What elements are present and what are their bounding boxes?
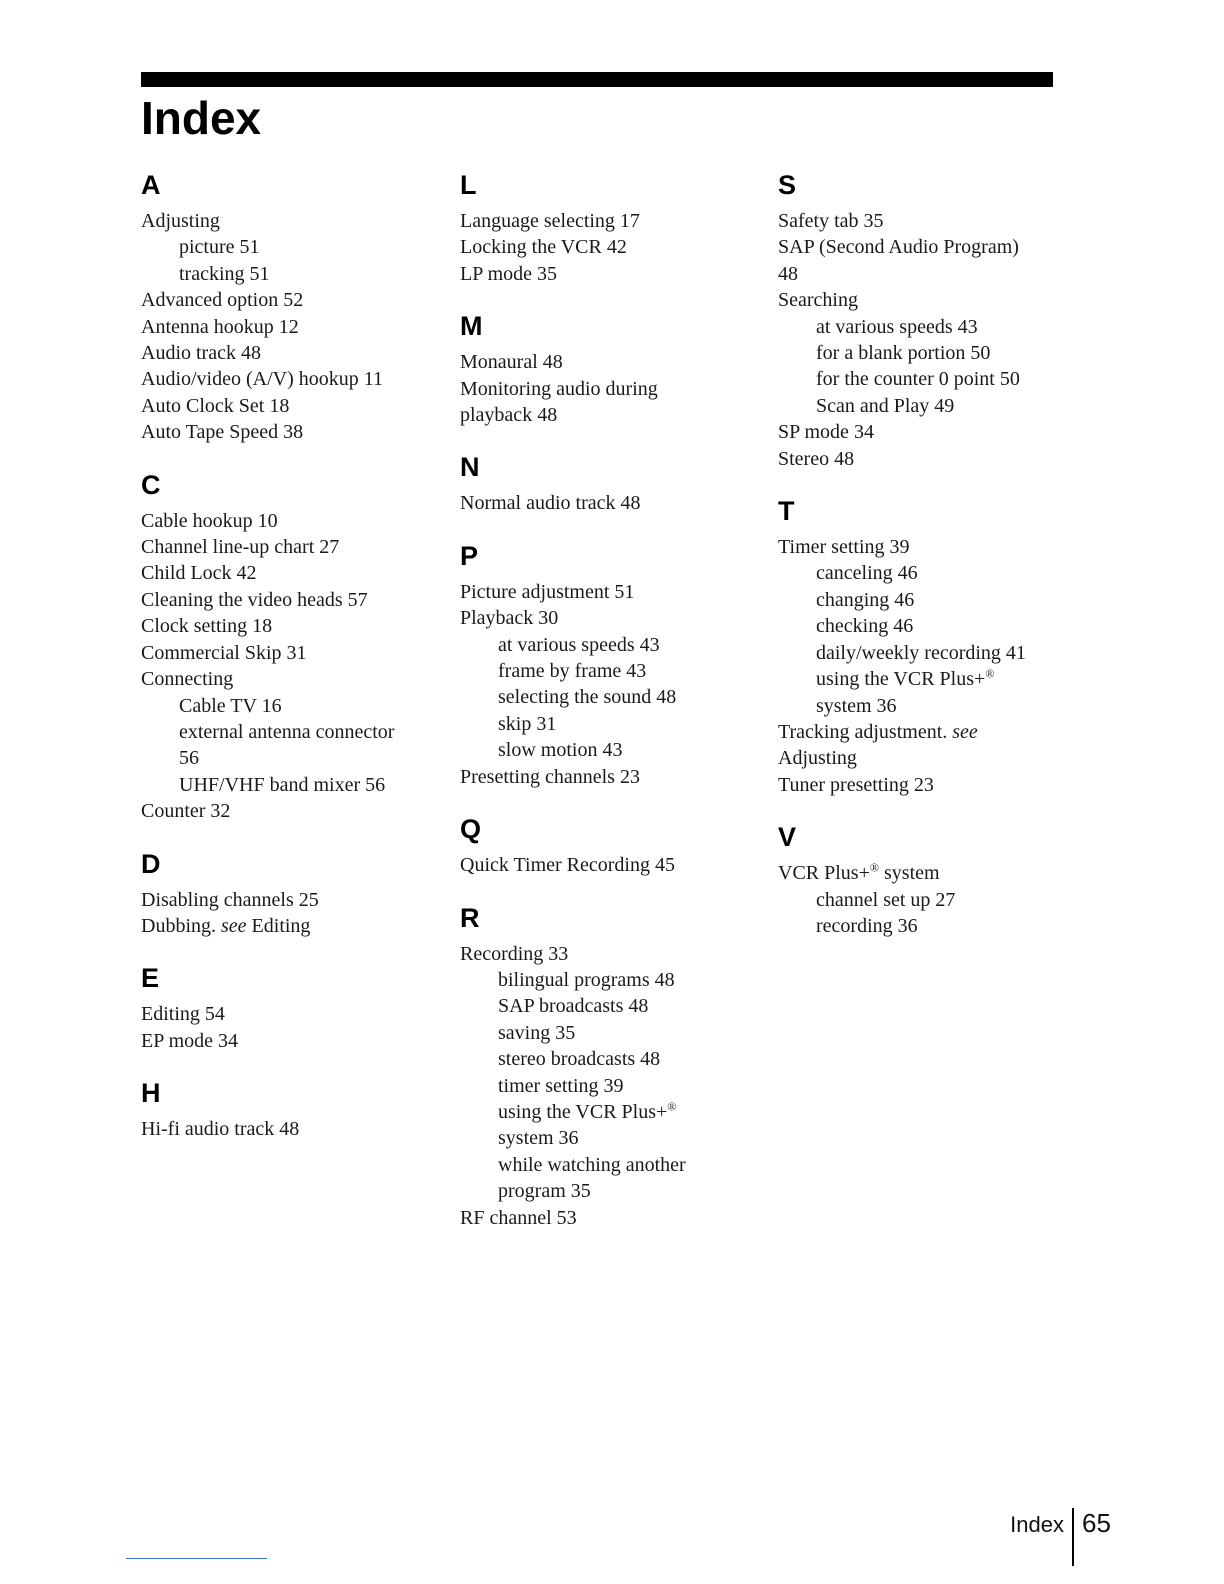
index-column-3 [778, 168, 1068, 961]
footer-section-label: Index [1010, 1512, 1064, 1537]
index-section [460, 812, 750, 878]
index-entry: Adjusting [778, 747, 857, 770]
index-entry: Audio/video (A/V) hookup 11 [141, 368, 384, 391]
see-reference: see [952, 720, 978, 743]
registered-mark: ® [985, 666, 995, 681]
index-subentry: recording 36 [816, 914, 918, 937]
index-subentry: canceling 46 [816, 562, 918, 585]
index-entry: Editing 54 [141, 1003, 225, 1026]
index-section [141, 961, 431, 1054]
index-section [778, 494, 1068, 798]
index-subentry: system 36 [816, 694, 897, 717]
index-entry: Cleaning the video heads 57 [141, 588, 368, 611]
index-entry: Antenna hookup 12 [141, 315, 299, 338]
section-letter: H [141, 1078, 161, 1109]
index-subentry: for a blank portion 50 [816, 342, 991, 365]
index-section [460, 168, 750, 287]
index-subentry: daily/weekly recording 41 [816, 641, 1026, 664]
index-section [141, 1076, 431, 1142]
index-entry: EP mode 34 [141, 1029, 239, 1052]
index-column-1 [141, 168, 431, 1165]
index-subentry [460, 1099, 750, 1125]
registered-mark: ® [667, 1099, 677, 1114]
index-entry: Playback 30 [460, 607, 559, 630]
index-entry: Channel line-up chart 27 [141, 536, 340, 559]
index-entry: Normal audio track 48 [460, 492, 641, 515]
index-subentry: stereo broadcasts 48 [498, 1048, 661, 1071]
index-entry [778, 860, 1068, 886]
index-entry [141, 913, 431, 939]
section-letter: S [778, 170, 797, 200]
index-entry: Cable hookup 10 [141, 509, 278, 532]
see-reference: see [221, 914, 247, 937]
section-letter: D [141, 848, 161, 879]
index-subentry: external antenna connector [179, 720, 395, 743]
index-entry: Tuner presetting 23 [778, 773, 934, 796]
index-column-2 [460, 168, 750, 1253]
index-section [460, 450, 750, 516]
entry-text: Tracking adjustment. [778, 720, 953, 743]
index-entry: Clock setting 18 [141, 615, 273, 638]
index-subentry: for the counter 0 point 50 [816, 368, 1020, 391]
index-entry: Monitoring audio during [460, 377, 658, 400]
section-letter: P [460, 540, 479, 571]
entry-text: system [879, 862, 940, 885]
index-subentry: checking 46 [816, 615, 914, 638]
index-entry: RF channel 53 [460, 1206, 577, 1229]
index-entry: Presetting channels 23 [460, 765, 640, 788]
section-letter: L [460, 170, 477, 200]
index-subentry: UHF/VHF band mixer 56 [179, 773, 386, 796]
entry-text: using the VCR Plus+ [816, 668, 986, 691]
index-entry: Stereo 48 [778, 447, 855, 470]
index-entry: Picture adjustment 51 [460, 580, 635, 603]
section-letter: N [460, 452, 480, 483]
index-entry: Disabling channels 25 [141, 888, 319, 911]
entry-text: Dubbing. [141, 914, 221, 937]
index-subentry: Scan and Play 49 [816, 394, 955, 417]
index-entry: Language selecting 17 [460, 210, 640, 232]
index-entry: SP mode 34 [778, 421, 874, 444]
index-entry: Quick Timer Recording 45 [460, 854, 675, 877]
index-subentry: system 36 [498, 1127, 579, 1150]
index-entry: playback 48 [460, 404, 558, 427]
index-subentry: frame by frame 43 [498, 660, 647, 683]
index-entry: Auto Clock Set 18 [141, 394, 290, 417]
index-entry: Commercial Skip 31 [141, 641, 307, 664]
index-entry: Hi-fi audio track 48 [141, 1118, 300, 1141]
index-subentry: while watching another [498, 1153, 686, 1176]
index-subentry: picture 51 [179, 236, 260, 259]
index-entry: LP mode 35 [460, 262, 558, 285]
index-entry: Safety tab 35 [778, 210, 884, 232]
section-letter: E [141, 963, 160, 994]
index-entry: Child Lock 42 [141, 562, 257, 585]
index-section [778, 820, 1068, 939]
index-entry: Auto Tape Speed 38 [141, 421, 304, 444]
index-subentry: at various speeds 43 [816, 315, 978, 338]
index-section [141, 468, 431, 825]
entry-text: using the VCR Plus+ [498, 1100, 668, 1123]
index-subentry: program 35 [498, 1180, 591, 1203]
index-entry: Advanced option 52 [141, 289, 304, 312]
index-subentry: channel set up 27 [816, 888, 956, 911]
index-entry: Audio track 48 [141, 342, 261, 365]
index-subentry: tracking 51 [179, 262, 270, 285]
section-letter: R [460, 902, 480, 933]
index-subentry: Cable TV 16 [179, 694, 282, 717]
index-section [460, 901, 750, 1231]
index-entry: SAP (Second Audio Program) [778, 236, 1019, 259]
index-section [460, 539, 750, 790]
section-letter: C [141, 469, 161, 500]
index-subentry: at various speeds 43 [498, 633, 660, 656]
entry-text: Editing [246, 914, 311, 937]
index-subentry: slow motion 43 [498, 739, 623, 762]
index-subentry [778, 666, 1068, 692]
index-entry: Recording 33 [460, 942, 569, 965]
index-section [460, 309, 750, 428]
index-entry: Monaural 48 [460, 351, 563, 374]
section-letter: A [141, 170, 161, 200]
section-letter: M [460, 311, 483, 342]
entry-text: VCR Plus+ [778, 862, 870, 885]
page-title: Index [141, 92, 262, 144]
index-entry: Connecting [141, 668, 234, 691]
page-number: 65 [1082, 1508, 1111, 1538]
section-letter: Q [460, 814, 482, 845]
index-entry [778, 719, 1068, 745]
index-subentry: changing 46 [816, 588, 915, 611]
index-subentry: saving 35 [498, 1021, 576, 1044]
index-entry: 48 [778, 262, 798, 285]
index-section [141, 847, 431, 940]
section-letter: T [778, 496, 795, 527]
header-rule [141, 72, 1053, 87]
index-entry: Timer setting 39 [778, 536, 910, 559]
index-subentry: 56 [179, 747, 199, 770]
bottom-line [126, 1558, 267, 1559]
index-section [778, 168, 1068, 472]
registered-mark: ® [869, 860, 879, 875]
index-subentry: SAP broadcasts 48 [498, 995, 649, 1018]
index-subentry: selecting the sound 48 [498, 686, 677, 709]
index-subentry: bilingual programs 48 [498, 968, 675, 991]
index-entry: Counter 32 [141, 800, 231, 823]
index-subentry: timer setting 39 [498, 1074, 624, 1097]
section-letter: V [778, 822, 797, 853]
index-entry: Searching [778, 289, 858, 312]
index-entry: Adjusting [141, 210, 220, 232]
footer-divider [1072, 1508, 1074, 1566]
index-section [141, 168, 431, 446]
index-subentry: skip 31 [498, 712, 557, 735]
index-entry: Locking the VCR 42 [460, 236, 627, 259]
